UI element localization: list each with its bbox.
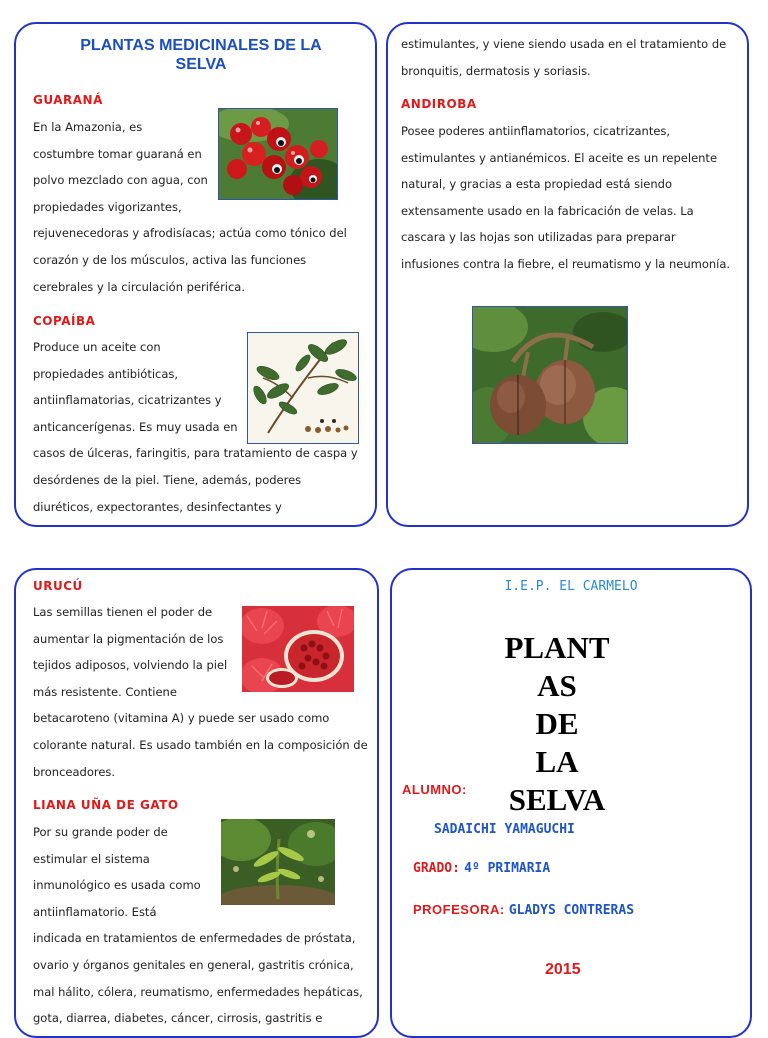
grado-value: 4º PRIMARIA [464, 861, 551, 876]
panel-guarana-copaiba [14, 22, 377, 527]
profesora-label: PROFESORA: [413, 902, 505, 917]
text-andiroba: Posee poderes antiinflamatorios, cicatrizantes, estimulantes y antianémicos. El aceite es un repelente natural, y gracias a esta propiedad está siendo extensamente usado en la fabricación de velas. La cascara y las hojas son utilizadas para preparar infusiones contra la fiebre, el reumatismo y la neumonía. [401, 124, 731, 271]
profesora-line [413, 902, 634, 918]
profesora-value: GLADYS CONTRERAS [508, 903, 635, 918]
heading-urucu: URUCÚ [33, 579, 83, 593]
text-copaiba: Produce un aceite con propiedades antibióticas, antiinflamatorias, cicatrizantes y anticancerígenas. Es muy usada en casos de úlceras, faringitis, para tratamiento de caspa y desórdenes de la piel. Tiene, además, poderes diuréticos, expectorantes, desinfectantes y [33, 340, 358, 514]
guarana-image [218, 108, 338, 200]
panel-cover [390, 568, 752, 1038]
page-title: PLANTAS MEDICINALES DE LA SELVA [80, 37, 322, 73]
year: 2015 [545, 961, 581, 978]
text-urucu: Las semillas tienen el poder de aumentar la pigmentación de los tejidos adiposos, volviendo la piel más resistente. Contiene betacaroteno (vitamina A) y puede ser usado como colorante natural. Es usado también en la composición de bronceadores. [33, 605, 368, 779]
liana-image [221, 819, 335, 905]
heading-guarana: GUARANÁ [33, 93, 103, 107]
andiroba-image [472, 306, 628, 444]
text-copaiba-continued: estimulantes, y viene siendo usada en el tratamiento de bronquitis, dermatosis y soriasis. [401, 37, 727, 78]
grado-label: GRADO: [413, 861, 460, 876]
heading-liana: LIANA UÑA DE GATO [33, 798, 179, 812]
text-liana: Por su grande poder de estimular el sistema inmunológico es usada como antiinflamatorio. Está indicada en tratamientos de enfermedades de próstata, ovario y órganos genitales en general, gastritis crónica, mal hálito, cólera, reumatismo, enfermedades hepáticas, gota, diarrea, diabetes, cáncer, cirrosis, gastritis e [33, 825, 363, 1026]
grado-line [413, 861, 550, 876]
urucu-image [242, 606, 354, 692]
heading-andiroba: ANDIROBA [401, 97, 477, 111]
school-name: I.E.P. EL CARMELO [504, 579, 638, 594]
cover-title: PLANT AS DE LA SELVA [504, 630, 610, 817]
panel-andiroba [386, 22, 749, 527]
alumno-label: ALUMNO: [402, 782, 467, 797]
text-guarana: En la Amazonia, es costumbre tomar guaraná en polvo mezclado con agua, con propiedades vigorizantes, rejuvenecedoras y afrodisíacas; actúa como tónico del corazón y de los músculos, activa las funciones cerebrales y la circulación periférica. [33, 120, 347, 294]
heading-copaiba: COPAÍBA [33, 314, 96, 328]
copaiba-image [247, 332, 359, 444]
panel-urucu-liana [14, 568, 379, 1038]
alumno-name: SADAICHI YAMAGUCHI [434, 822, 575, 837]
